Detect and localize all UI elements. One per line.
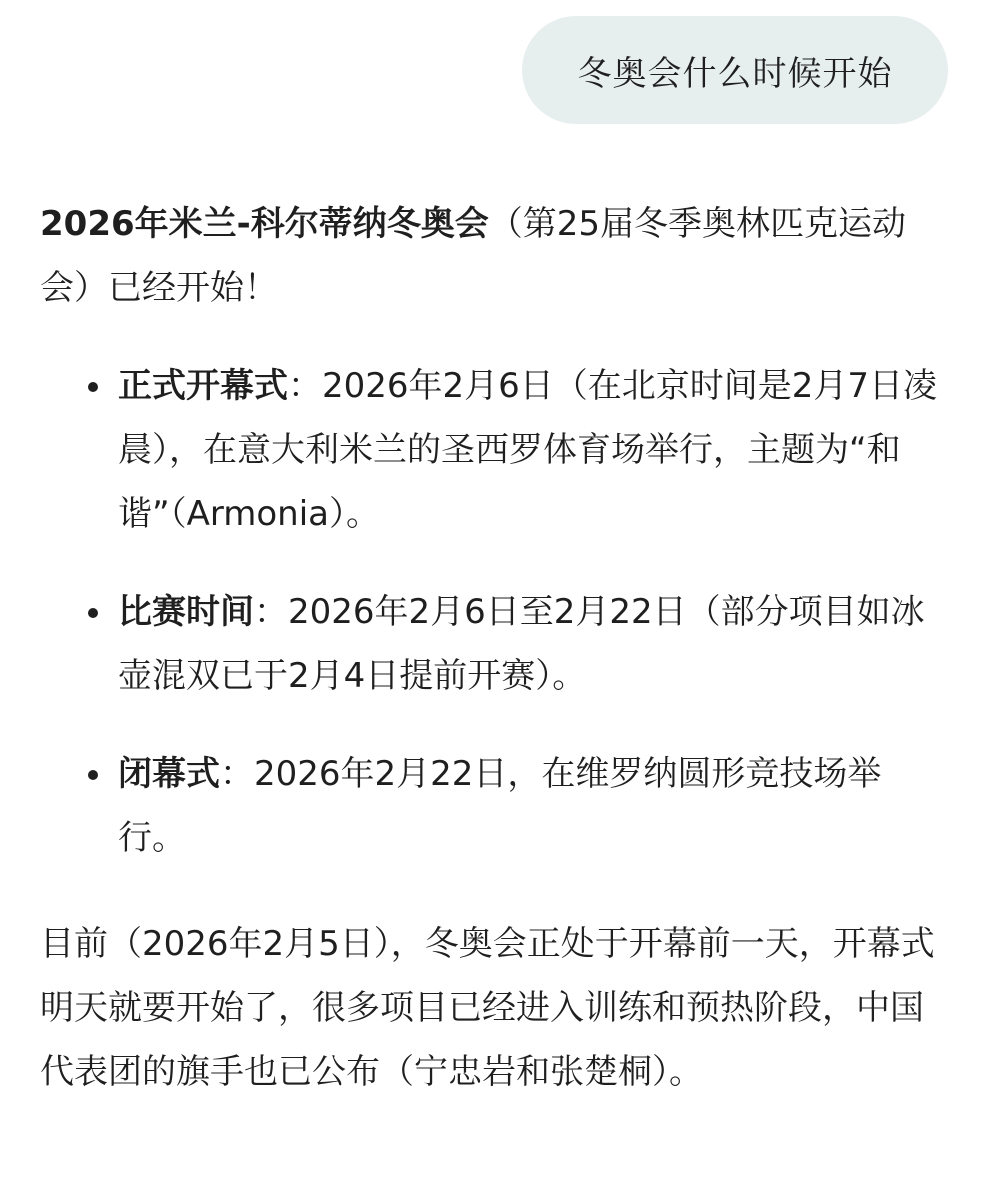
list-item-text: ：2026年2月6日（在北京时间是2月7日凌晨），在意大利米兰的圣西罗体育场举行，主题为“和谐”（Armonia）。 — [118, 366, 938, 534]
list-item-text: ：2026年2月22日，在维罗纳圆形竞技场举行。 — [118, 754, 882, 858]
summary-paragraph: 目前（2026年2月5日），冬奥会正处于开幕前一天，开幕式明天就要开始了，很多项目已经进入训练和预热阶段，中国代表团的旗手也已公布（宁忠岩和张楚桐）。 — [40, 924, 935, 1092]
assistant-response — [40, 192, 948, 1104]
user-message-bubble — [522, 16, 948, 124]
list-item-label: 比赛时间 — [118, 592, 254, 632]
intro-title: 2026年米兰-科尔蒂纳冬奥会 — [40, 204, 489, 244]
intro-text: （第25届冬季奥林匹克运动会）已经开始！ — [40, 204, 907, 308]
schedule-list — [40, 354, 948, 870]
list-item-closing-ceremony — [40, 742, 948, 870]
user-message-text: 冬奥会什么时候开始 — [577, 53, 893, 94]
list-item-text: ：2026年2月6日至2月22日（部分项目如冰壶混双已于2月4日提前开赛）。 — [118, 592, 925, 696]
list-item-label: 正式开幕式 — [118, 366, 288, 406]
bullet-dot — [88, 770, 98, 780]
list-item-label: 闭幕式 — [118, 754, 220, 794]
list-item-opening-ceremony — [40, 354, 948, 546]
intro-paragraph — [40, 192, 948, 320]
list-item-competition-time — [40, 580, 948, 708]
bullet-dot — [88, 608, 98, 618]
bullet-dot — [88, 382, 98, 392]
